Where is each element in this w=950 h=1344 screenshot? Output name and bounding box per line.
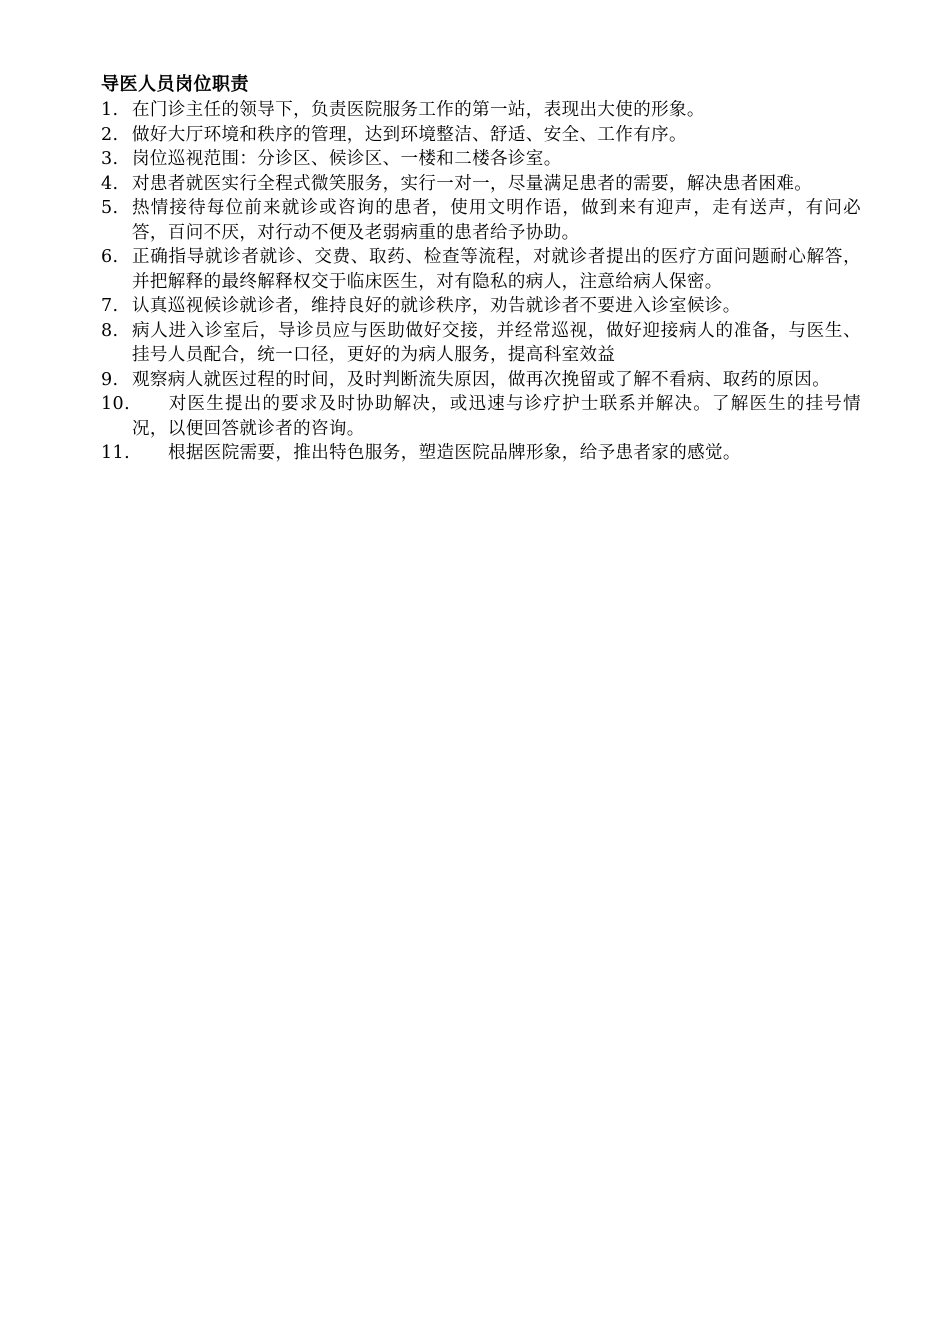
item-text: 对患者就医实行全程式微笑服务，实行一对一，尽量满足患者的需要，解决患者困难。 [132,173,813,194]
item-text: 正确指导就诊者就诊、交费、取药、检查等流程，对就诊者提出的医疗方面问题耐心解答，并把解释的最终解释权交于临床医生，对有隐私的病人，注意给病人保密。 [132,247,861,292]
list-item [101,392,861,441]
item-number: 5. [101,198,119,218]
item-text: 病人进入诊室后，导诊员应与医助做好交接，并经常巡视，做好迎接病人的准备，与医生、挂号人员配合，统一口径，更好的为病人服务，提高科室效益 [132,320,861,365]
item-number: 10. [101,394,131,414]
item-text: 岗位巡视范围：分诊区、候诊区、一楼和二楼各诊室。 [132,149,562,169]
list-item [101,368,861,393]
item-text: 热情接待每位前来就诊或咨询的患者，使用文明作语，做到来有迎声，走有送声，有问必答，百问不厌，对行动不便及老弱病重的患者给予协助。 [132,198,861,243]
item-number: 2. [101,124,119,145]
item-text: 认真巡视候诊就诊者，维持良好的就诊秩序，劝告就诊者不要进入诊室候诊。 [132,296,741,316]
item-number: 1. [101,100,119,120]
list-item [101,147,861,172]
item-number: 8. [101,320,119,341]
item-number: 7. [101,296,119,316]
item-text: 根据医院需要，推出特色服务，塑造医院品牌形象，给予患者家的感觉。 [168,443,741,463]
list-item [101,319,861,368]
duty-list [101,98,861,466]
list-item [101,294,861,319]
document-title: 导医人员岗位职责 [101,74,249,95]
list-item [101,172,861,197]
item-number: 6. [101,247,119,267]
list-item [101,123,861,148]
list-item [101,245,861,294]
item-number: 9. [101,369,119,390]
item-number: 3. [101,149,119,169]
item-text: 对医生提出的要求及时协助解决，或迅速与诊疗护士联系并解决。了解医生的挂号情况，以便回答就诊者的咨询。 [132,394,861,439]
document-page [101,74,861,466]
list-item [101,196,861,245]
item-number: 4. [101,173,119,194]
item-text: 做好大厅环境和秩序的管理，达到环境整洁、舒适、安全、工作有序。 [132,124,687,145]
list-item [101,98,861,123]
list-item [101,441,861,466]
item-text: 观察病人就医过程的时间，及时判断流失原因，做再次挽留或了解不看病、取药的原因。 [132,369,831,390]
item-number: 11. [101,443,131,463]
item-text: 在门诊主任的领导下，负责医院服务工作的第一站，表现出大使的形象。 [132,100,705,120]
